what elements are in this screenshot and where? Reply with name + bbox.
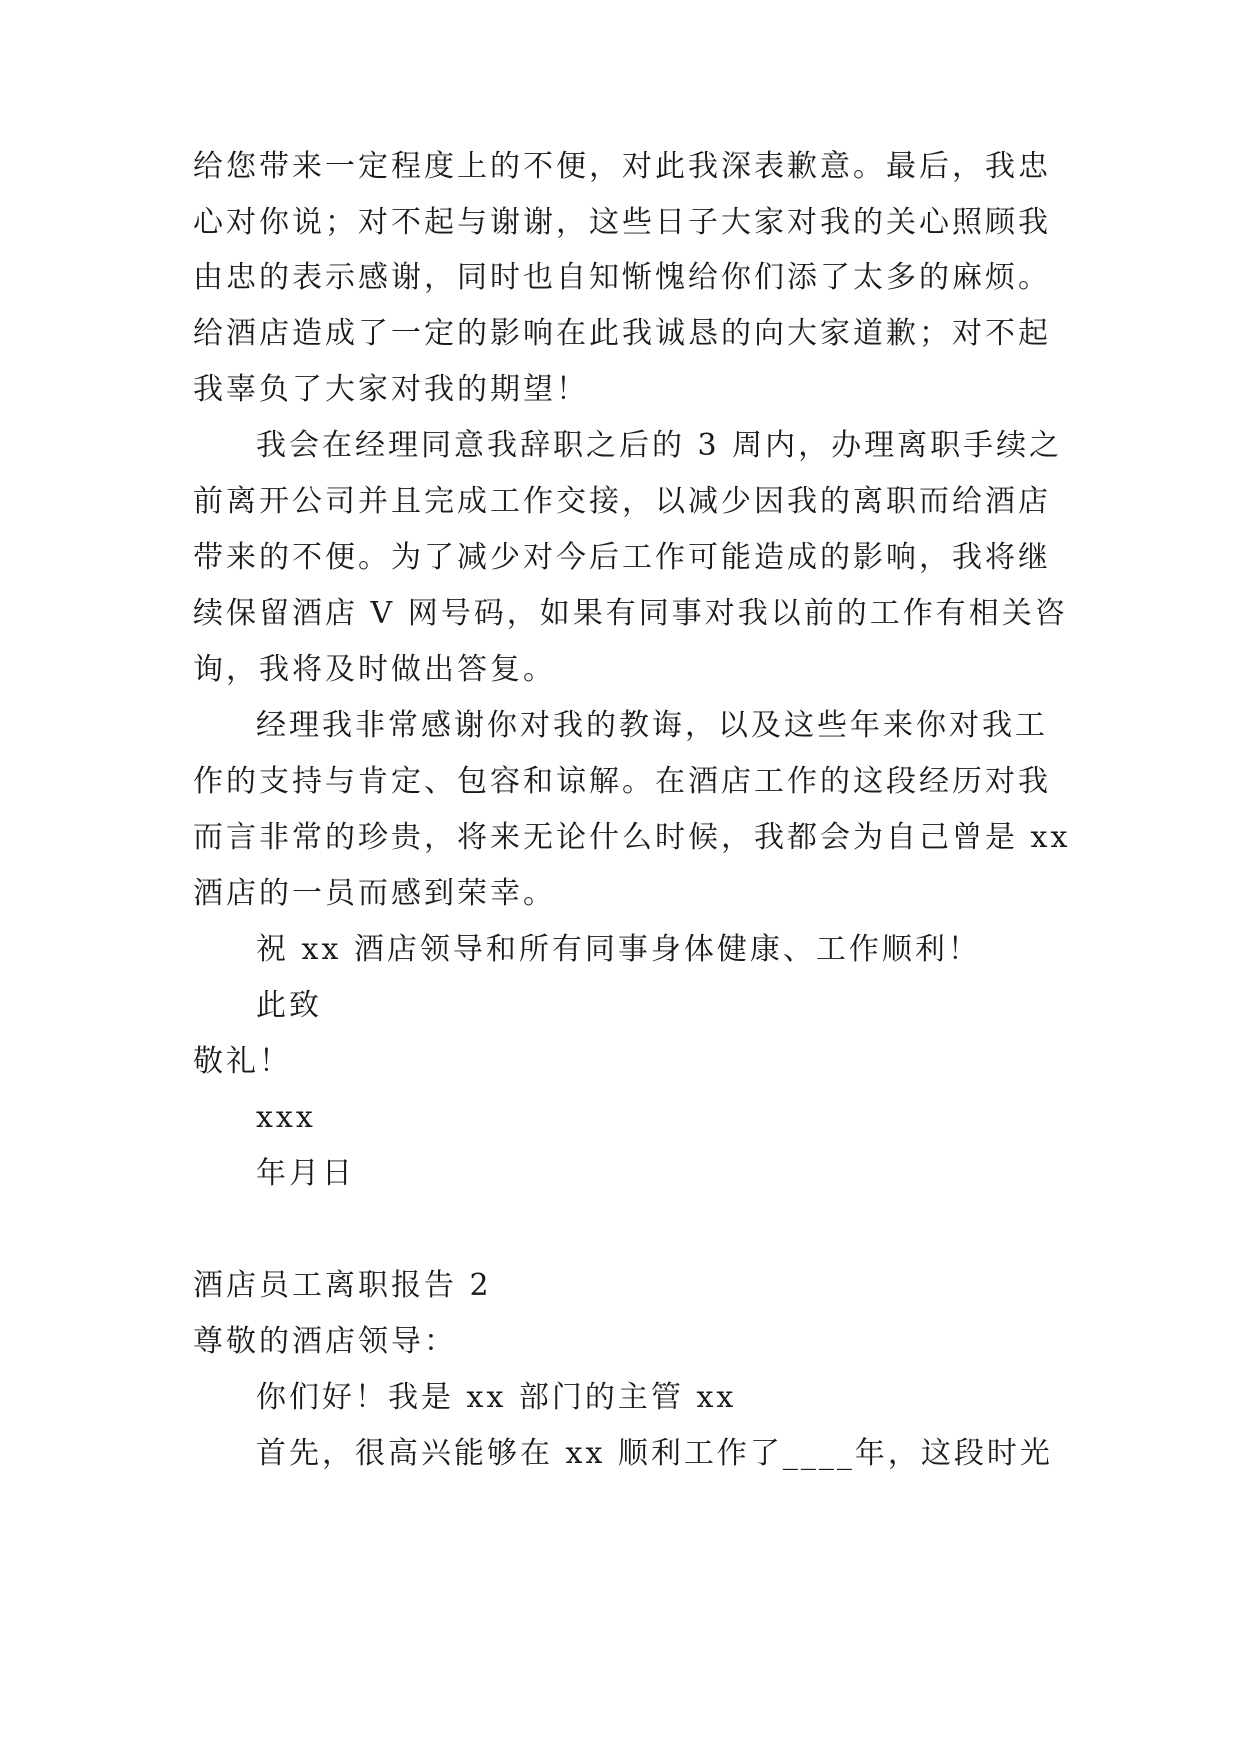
paragraph-line: 询，我将及时做出答复。	[193, 652, 556, 687]
paragraph-line: 而言非常的珍贵，将来无论什么时候，我都会为自己曾是 xx	[193, 820, 1071, 855]
paragraph-line: 你们好！我是 xx 部门的主管 xx	[256, 1380, 737, 1415]
paragraph-line: 经理我非常感谢你对我的教诲，以及这些年来你对我工	[256, 708, 1048, 743]
closing-line: 此致	[256, 988, 322, 1023]
paragraph-line: 酒店的一员而感到荣幸。	[193, 876, 556, 911]
paragraph-line: 带来的不便。为了减少对今后工作可能造成的影响，我将继	[193, 540, 1051, 575]
paragraph-line: 我辜负了大家对我的期望！	[193, 372, 589, 407]
signature-line: xxx	[256, 1100, 316, 1135]
section-title: 酒店员工离职报告 2	[193, 1268, 492, 1303]
paragraph-line: 我会在经理同意我辞职之后的 3 周内，办理离职手续之	[256, 428, 1063, 463]
paragraph-line: 作的支持与肯定、包容和谅解。在酒店工作的这段经历对我	[193, 764, 1051, 799]
salute-line: 敬礼！	[193, 1044, 292, 1079]
date-line: 年月日	[256, 1156, 355, 1191]
paragraph-line: 首先，很高兴能够在 xx 顺利工作了____年，这段时光	[256, 1436, 1053, 1471]
paragraph-line: 前离开公司并且完成工作交接，以减少因我的离职而给酒店	[193, 484, 1051, 519]
wish-line: 祝 xx 酒店领导和所有同事身体健康、工作顺利！	[256, 932, 981, 967]
paragraph-line: 心对你说；对不起与谢谢，这些日子大家对我的关心照顾我	[193, 205, 1051, 240]
greeting-line: 尊敬的酒店领导：	[193, 1324, 457, 1359]
paragraph-line: 给您带来一定程度上的不便，对此我深表歉意。最后，我忠	[193, 149, 1051, 184]
paragraph-line: 续保留酒店 V 网号码，如果有同事对我以前的工作有相关咨	[193, 596, 1068, 631]
paragraph-line: 给酒店造成了一定的影响在此我诚恳的向大家道歉；对不起	[193, 316, 1051, 351]
paragraph-line: 由忠的表示感谢，同时也自知惭愧给你们添了太多的麻烦。	[193, 260, 1051, 295]
